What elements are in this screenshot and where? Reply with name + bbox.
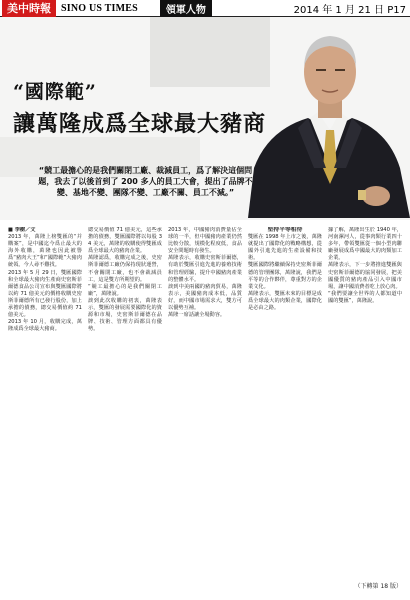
article-column-3 [168, 227, 242, 579]
byline: ■ 李樹／文 [8, 227, 36, 233]
headline-line-1: “國際範” [13, 81, 97, 103]
article-column-4 [248, 227, 322, 579]
article-paragraph: 總交易價值 71 億美元，這些承擔的債務，雙匯國際將以每股 34 美元，萬隆的收購使得雙匯成爲全球最大的豬肉企業。 [88, 227, 162, 255]
article-paragraph: 2013 年，萬隆上榜雙匯的“并購案”，是中國迄今爲止最大的海外收購，萬隆也因此被譽爲“豬肉大王”和“國際範”大豬肉統領。今人尋不難找。 [8, 234, 82, 269]
headline [13, 77, 266, 138]
article-paragraph: 萬隆表示，雙匯未來的目標是成爲全球最大的肉類企業，國際化是必由之路。 [248, 290, 322, 312]
article-body [8, 227, 402, 579]
section-label: 領軍人物 [160, 0, 212, 17]
article-paragraph: 萬隆表示，下一步將推進雙匯與史密斯菲爾德的協同發展，把美國優質的豬肉產品引入中國市場，讓中國消費者吃上放心肉。 [328, 262, 402, 290]
headline-line-2: 讓萬隆成爲全球最大豬商 [13, 111, 267, 137]
article-column-2 [88, 227, 162, 579]
issue-date [294, 1, 406, 16]
article-paragraph: 萬隆一席話讓全場動容。 [168, 312, 226, 319]
article-subheading: 堅持平等相待 [267, 227, 303, 233]
date-text: 2014 年 1 月 21 日 [293, 4, 385, 16]
article-paragraph: 談到此次收購的初衷，萬隆表示，雙匯的發展需要國際化的資源和市場，史密斯菲爾德在品牌、技術、管理方面都具有優勢。 [88, 297, 162, 333]
article-column-5 [328, 227, 402, 579]
article-paragraph: 2013 年 5 月 29 日，雙匯國際和全球最大豬肉生產商史密斯菲爾德食品公司宣布與雙匯國際將以約 71 億美元的價格收購史密斯菲爾德所有已發行股份，加上承擔的債務，總交易價值約 71 億美元。 [8, 269, 82, 319]
page-header [0, 0, 410, 17]
article-column-1 [8, 227, 82, 579]
article-paragraph: “我們要讓全世界的人都知道中國的雙匯”，萬隆說。 [328, 290, 402, 304]
article-paragraph: 2013 年 10 月，收購完成，萬隆成爲全球最大豬商。 [8, 319, 82, 333]
article-paragraph: 萬隆表示，收購史密斯菲爾德，有助於雙匯引進先進的養殖技術和管理經驗，提升中國豬肉產業的整體水平。 [168, 255, 242, 283]
page-number: P17 [387, 4, 406, 16]
article-paragraph: 雙匯國際將繼續保持史密斯菲爾德的管理團隊，萬隆說，我們是平等的合作夥伴，尊重對方的企業文化。 [248, 262, 322, 290]
newspaper-brand: SINO US TIMES [61, 2, 138, 14]
article-paragraph: “競工最擔心的是我們關閉工廠”，萬隆說。 [88, 283, 162, 297]
article-paragraph: 萬隆認爲，收購完成之後，史密斯菲爾德工廠仍保持現狀運營，不會關閉工廠，也不會裁減員工，這是雙方所期望的。 [88, 255, 162, 283]
article-paragraph: 2013 年，中國豬肉消費量佔全球的一半，但中國豬肉產業仍然比較分散，規模化程度低，食品安全問題時有發生。 [168, 227, 242, 255]
article-paragraph: 雙匯在 1998 年上市之後，萬隆就提出了國際化的戰略構想，從國外引進先進的生產設備和技術。 [248, 234, 322, 262]
newspaper-logo: 美中時報 [2, 0, 56, 17]
article-paragraph: 談到中美兩國的豬肉貿易，萬隆表示，美國豬肉成本低，品質好，而中國市場需求大，雙方可以優勢互補。 [168, 283, 242, 312]
pull-quote: “競工最擔心的是我們關閉工廠、裁減員工，爲了解決這個問題，我去了以後首到了 200 多人的員工大會，提出了品牌不變、基地不變、團隊不變、工廠不關、員工不減。” [38, 166, 253, 197]
portrait-photo [238, 18, 410, 218]
article-paragraph: 據了解，萬隆出生於 1940 年，河南漯河人，從事肉類行業四十多年，帶領雙匯從一個小型肉聯廠發展成爲中國最大的肉類加工企業。 [328, 227, 402, 262]
continued-notice: （下轉第 18 版） [354, 583, 402, 590]
